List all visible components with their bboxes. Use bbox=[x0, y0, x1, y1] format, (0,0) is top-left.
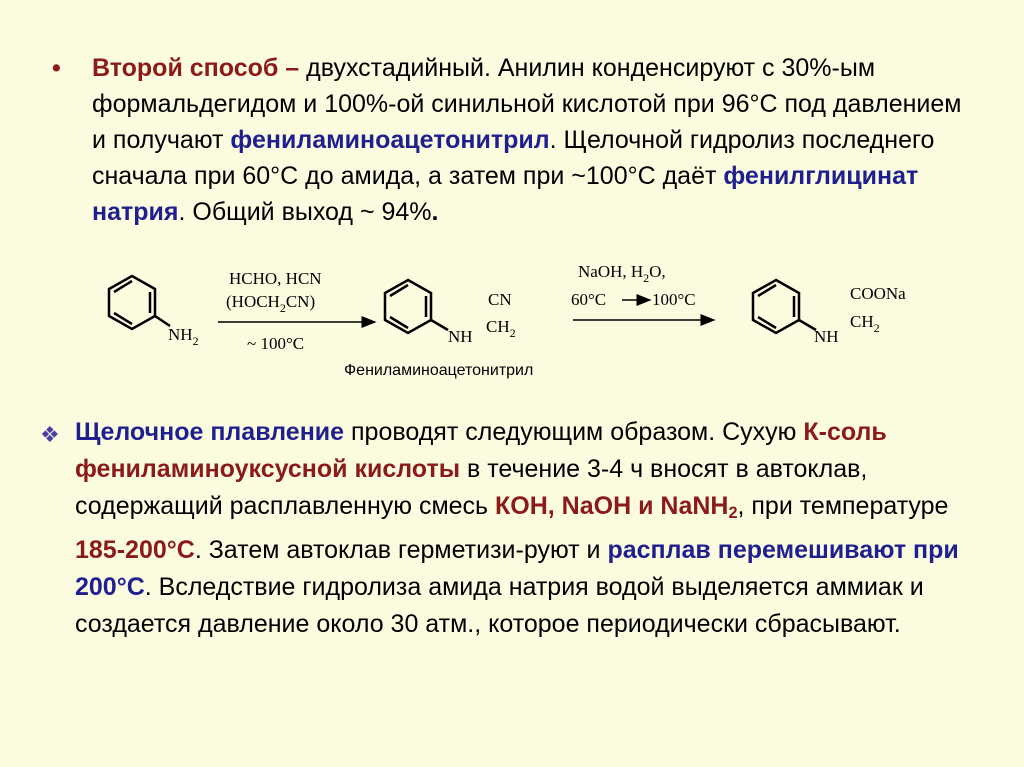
term-temperature: 185-200°C bbox=[75, 536, 195, 565]
period: . bbox=[431, 198, 439, 226]
term-phenylaminoacetonitrile: фениламиноацетонитрил bbox=[230, 126, 550, 154]
arrow1-condition: ~ 100°C bbox=[247, 334, 305, 353]
arrow2-temp-start: 60°C bbox=[571, 290, 607, 309]
diamond-bullet-icon: ❖ bbox=[40, 422, 60, 447]
text-part: проводят следующим образом. Сухую bbox=[344, 418, 804, 446]
ch2-label: $CH_2$ bbox=[850, 312, 880, 335]
reaction-scheme bbox=[0, 250, 1024, 390]
method-title: Второй способ bbox=[92, 54, 279, 82]
arrow1-reagents: HCHO, HCN bbox=[229, 269, 322, 288]
term-stirring: расплав перемешивают при 200°C bbox=[75, 536, 959, 602]
ch2-label: $CH_2$ bbox=[486, 317, 516, 340]
dash: – bbox=[278, 54, 307, 82]
nh-label: NH bbox=[814, 327, 839, 346]
benzene-ring-icon bbox=[109, 276, 170, 329]
cn-label: CN bbox=[488, 290, 512, 309]
paragraph-alkaline-fusion bbox=[40, 414, 990, 643]
term-sodium-phenylglycinate: фенилглицинат натрия bbox=[92, 162, 919, 226]
text-part: . Щелочной гидролиз последнего сначала при 60°C до амида, а затем при ~100°C даёт bbox=[92, 126, 935, 190]
coona-label: COONa bbox=[850, 284, 906, 303]
text-part: двухстадийный. Анилин конденсируют с 30%-ым формальдегидом и 100%-ой синильной кислотой при 96°C под давлением и получают bbox=[92, 54, 962, 154]
term-k-salt: К-соль фениламиноуксусной кислоты bbox=[75, 418, 887, 483]
text-part: . Общий выход ~ 94% bbox=[178, 198, 432, 226]
paragraph-second-method bbox=[52, 50, 982, 230]
text-part: . Затем автоклав герметизи-руют и bbox=[194, 536, 608, 565]
term-alkaline-fusion: Щелочное плавление bbox=[75, 418, 345, 446]
text-part: . Вследствие гидролиза амида натрия водой выделяется аммиак и создается давление около 30 атм., которое периодически сбрасывают. bbox=[75, 573, 924, 639]
arrow2-temp-end: 100°C bbox=[652, 290, 696, 309]
nh2-label: $NH_2$ bbox=[168, 325, 199, 348]
term-alkali-mix: КОН, NaOH и NaNH bbox=[495, 492, 729, 520]
subscript: 2 bbox=[728, 504, 738, 523]
benzene-ring-icon bbox=[385, 280, 448, 333]
arrow2-reagents: NaOH, $H_2O$, bbox=[578, 262, 666, 285]
nh-label: NH bbox=[448, 327, 473, 346]
bullet: • bbox=[52, 54, 61, 82]
compound-caption: Фениламиноацетонитрил bbox=[344, 362, 534, 379]
benzene-ring-icon bbox=[753, 280, 816, 333]
paragraph-text bbox=[92, 50, 982, 230]
paragraph-text bbox=[75, 414, 990, 643]
arrow1-reagents-alt: $(HOCH_2CN)$ bbox=[226, 292, 316, 315]
text-part: , при температуре bbox=[737, 492, 949, 520]
text-part: в течение 3-4 ч вносят в автоклав, содержащий расплавленную смесь bbox=[75, 455, 868, 520]
